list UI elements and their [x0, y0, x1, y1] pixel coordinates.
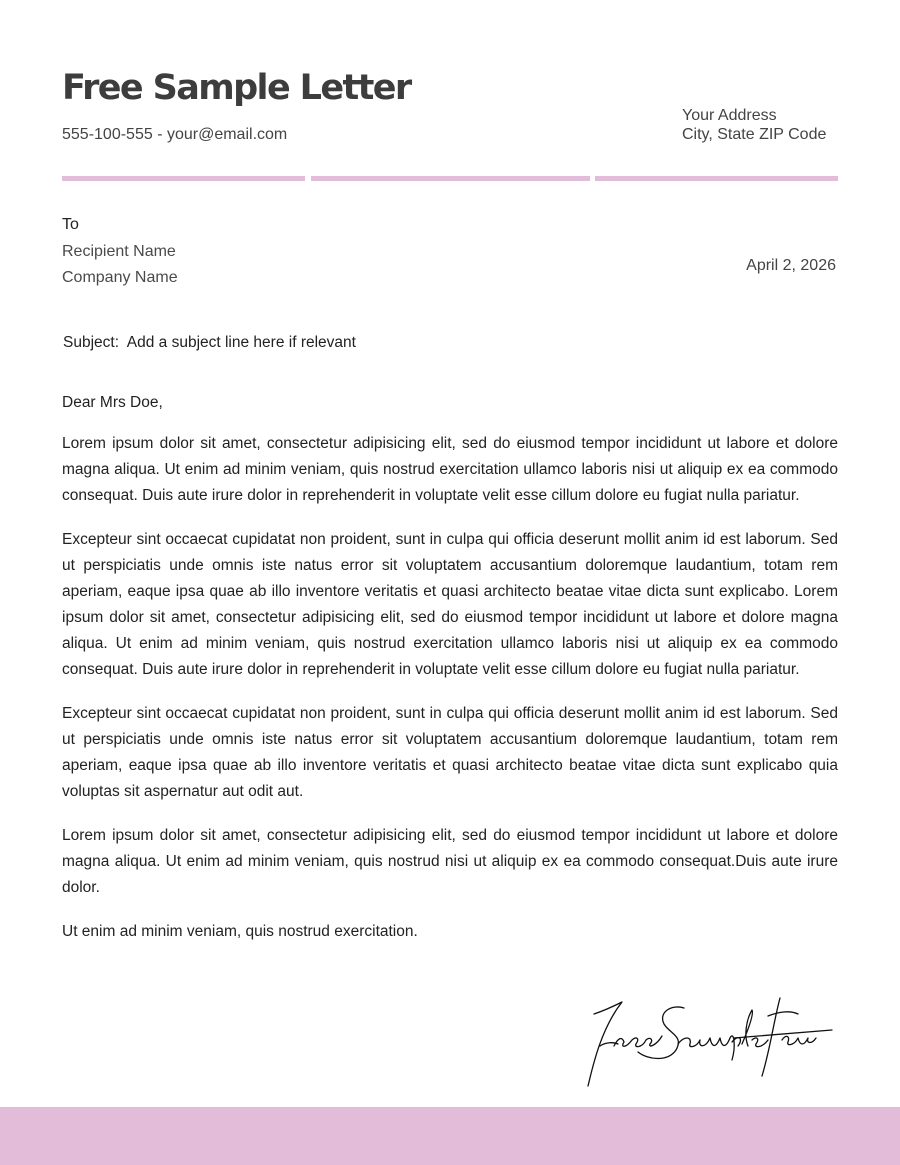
recipient-company: Company Name: [62, 269, 178, 286]
header-rule-left: [62, 176, 305, 181]
body-paragraph: Lorem ipsum dolor sit amet, consectetur adipisicing elit, sed do eiusmod tempor incididunt ut labore et dolore magna aliqua. Ut enim ad minim veniam, quis nostrud exercitation ullamco laboris nisi ut aliquip ex ea commodo consequat. Duis aute irure dolor in reprehenderit in voluptate velit esse cillum dolore eu fugiat nulla pariatur.: [62, 435, 838, 504]
to-label: To: [62, 216, 79, 233]
header-rule-right: [595, 176, 838, 181]
subject-line: Subject: Add a subject line here if relevant: [63, 334, 356, 351]
salutation: Dear Mrs Doe,: [62, 394, 163, 411]
contact-line: 555-100-555 - your@email.com: [62, 126, 288, 143]
handwritten-signature: [584, 990, 836, 1094]
body-paragraph: Lorem ipsum dolor sit amet, consectetur adipisicing elit, sed do eiusmod tempor incididunt ut labore et dolore magna aliqua. Ut enim ad minim veniam, quis nostrud nisi ut aliquip ex ea commodo consequat.Duis aute irure dolor.: [62, 827, 838, 896]
recipient-block: [62, 212, 178, 292]
letter-body: [62, 390, 838, 963]
letter-title: Free Sample Letter: [62, 68, 411, 108]
address-line-1: Your Address: [682, 107, 777, 124]
letter-date: April 2, 2026: [746, 257, 836, 274]
header-rule-middle: [311, 176, 590, 181]
address-line-2: City, State ZIP Code: [682, 126, 827, 143]
recipient-name: Recipient Name: [62, 242, 176, 260]
body-paragraph: Excepteur sint occaecat cupidatat non proident, sunt in culpa qui officia deserunt mollit anim id est laborum. Sed ut perspiciatis unde omnis iste natus error sit voluptatem accusantium doloremque laudantium, totam rem aperiam, eaque ipsa quae ab illo inventore veritatis et quasi architecto beatae vitae dicta sunt explicabo quia voluptas sit aspernatur aut odit aut.: [62, 705, 838, 800]
closing-line: Ut enim ad minim veniam, quis nostrud exercitation.: [62, 923, 418, 940]
footer-band: [0, 1107, 900, 1165]
body-paragraph: Excepteur sint occaecat cupidatat non proident, sunt in culpa qui officia deserunt mollit anim id est laborum. Sed ut perspiciatis unde omnis iste natus error sit voluptatem accusantium doloremque laudantium, totam rem aperiam, eaque ipsa quae ab illo inventore veritatis et quasi architecto beatae vitae dicta sunt explicabo. Lorem ipsum dolor sit amet, consectetur adipisicing elit, sed do eiusmod tempor incididunt ut labore et dolore magna aliqua. Ut enim ad minim veniam, quis nostrud exercitation ullamco laboris nisi ut aliquip ex ea commodo consequat. Duis aute irure dolor in reprehenderit in voluptate velit esse cillum dolore eu fugiat nulla pariatur.: [62, 531, 838, 678]
sender-address: [682, 106, 826, 144]
